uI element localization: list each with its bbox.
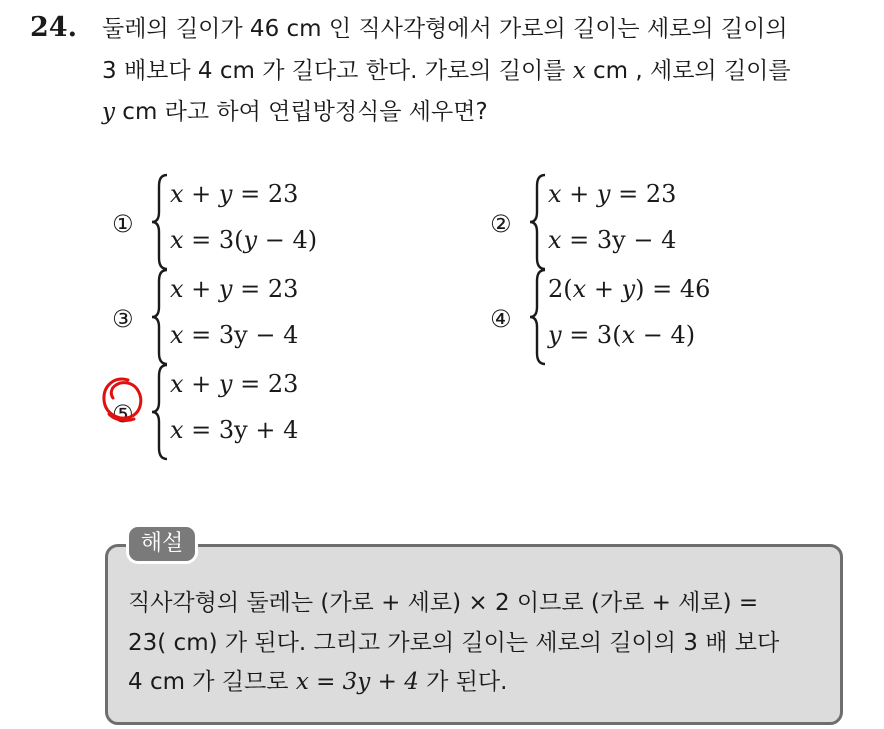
variable-y: y bbox=[102, 99, 115, 125]
option-1-equation-1: x + y = 23 bbox=[170, 180, 299, 208]
solution-equation: x = 3y + 4 bbox=[295, 669, 419, 695]
option-5-label: ⑤ bbox=[112, 400, 134, 428]
variable-x: x bbox=[572, 58, 586, 84]
solution-line-2: 23( cm) 가 된다. 그리고 가로의 길이는 세로의 길이의 3 배 보다 bbox=[128, 630, 780, 656]
left-brace-icon bbox=[150, 362, 170, 462]
option-4-label: ④ bbox=[490, 305, 512, 333]
option-1-label: ① bbox=[112, 210, 134, 238]
left-brace-icon bbox=[150, 172, 170, 272]
question-text-line-2 bbox=[102, 56, 791, 86]
option-2-equation-2: x = 3y − 4 bbox=[548, 226, 677, 254]
solution-line-3-part-b: 가 된다. bbox=[418, 669, 508, 695]
left-brace-icon bbox=[150, 267, 170, 367]
question-line-2-part-b: cm , 세로의 길이를 bbox=[585, 58, 791, 84]
question-text-line-1: 둘레의 길이가 46 cm 인 직사각형에서 가로의 길이는 세로의 길이의 bbox=[102, 16, 788, 42]
option-5-equation-1: x + y = 23 bbox=[170, 370, 299, 398]
option-3-equation-1: x + y = 23 bbox=[170, 275, 299, 303]
option-2-label: ② bbox=[490, 210, 512, 238]
left-brace-icon bbox=[528, 267, 548, 367]
question-text-line-3 bbox=[102, 97, 488, 127]
option-1-equation-2: x = 3(y − 4) bbox=[170, 226, 318, 254]
answer-circle-mark-icon bbox=[100, 374, 146, 424]
option-4-equation-1: 2(x + y) = 46 bbox=[548, 275, 711, 303]
solution-line-1: 직사각형의 둘레는 (가로 + 세로) × 2 이므로 (가로 + 세로) = bbox=[128, 590, 759, 616]
solution-line-3-part-a: 4 cm 가 길므로 bbox=[128, 669, 296, 695]
option-3-equation-2: x = 3y − 4 bbox=[170, 321, 299, 349]
option-2-equation-1: x + y = 23 bbox=[548, 180, 677, 208]
option-5-equation-2: x = 3y + 4 bbox=[170, 416, 299, 444]
solution-line-3 bbox=[128, 663, 507, 696]
question-line-2-part-a: 3 배보다 4 cm 가 길다고 한다. 가로의 길이를 bbox=[102, 58, 573, 84]
question-line-3-part-b: cm 라고 하여 연립방정식을 세우면? bbox=[115, 99, 488, 125]
solution-tag: 해설 bbox=[126, 524, 198, 564]
question-number: 24. bbox=[30, 12, 77, 43]
option-4-equation-2: y = 3(x − 4) bbox=[548, 321, 696, 349]
option-3-label: ③ bbox=[112, 305, 134, 333]
left-brace-icon bbox=[528, 172, 548, 272]
